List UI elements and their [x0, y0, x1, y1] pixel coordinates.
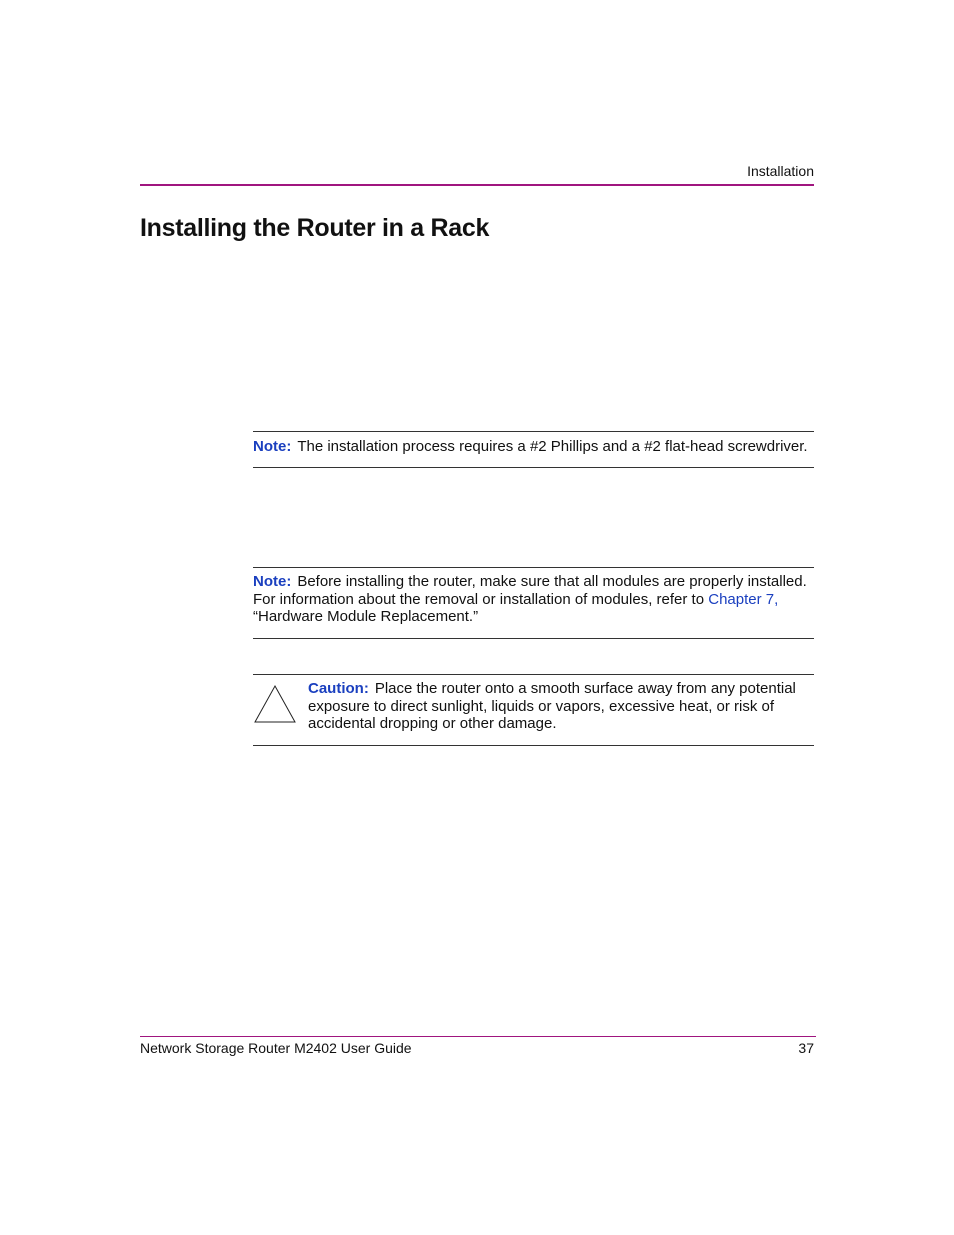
caution-text: Place the router onto a smooth surface away from any potential exposure to direct sunlight, liquids or vapors, excessive heat, or risk of accidental dropping or other damage.	[308, 680, 796, 732]
chapter-7-link[interactable]: Chapter 7,	[708, 590, 779, 608]
caution-label: Caution:	[308, 680, 369, 697]
note-screwdriver	[253, 431, 814, 468]
footer-guide-title: Network Storage Router M2402 User Guide	[140, 1040, 412, 1056]
caution-surface	[253, 674, 814, 746]
note-label: Note:	[253, 438, 292, 455]
note-body	[253, 438, 808, 456]
caution-body	[308, 680, 808, 733]
note-body	[253, 573, 814, 626]
note-label: Note:	[253, 573, 292, 590]
page-title: Installing the Router in a Rack	[140, 214, 490, 242]
note-text: Before installing the router, make sure that all modules are properly installed. For information about the removal or installation of modules, refer to	[253, 573, 807, 608]
note-text-after: “Hardware Module Replacement.”	[253, 608, 479, 625]
note-modules	[253, 567, 814, 639]
note-text: The installation process requires a #2 Phillips and a #2 flat-head screwdriver.	[297, 438, 808, 455]
running-header: Installation	[747, 163, 814, 179]
page-number: 37	[798, 1040, 814, 1056]
header-rule	[140, 184, 814, 186]
footer-rule	[140, 1036, 816, 1037]
warning-triangle-icon	[253, 684, 297, 724]
